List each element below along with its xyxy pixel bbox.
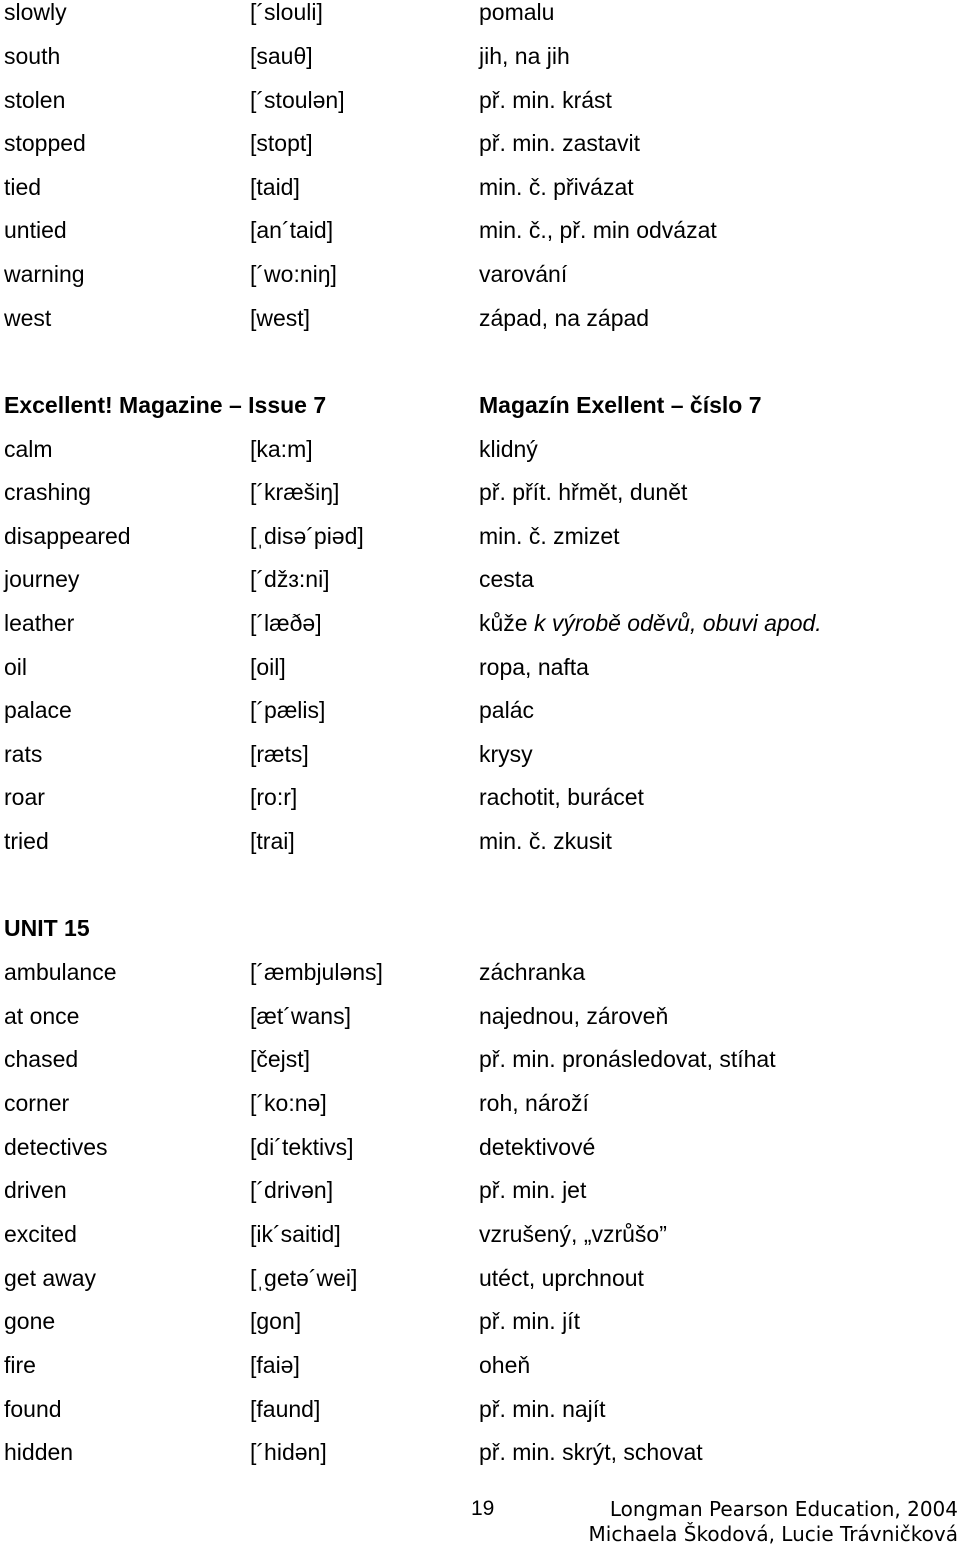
vocab-word: excited xyxy=(4,1221,77,1247)
vocab-row xyxy=(0,1004,960,1044)
vocab-word: stolen xyxy=(4,87,66,113)
vocab-row xyxy=(0,960,960,1000)
vocab-pronunciation: [ˌdisə´piəd] xyxy=(250,523,364,549)
vocab-translation: min. č. přivázat xyxy=(479,174,634,200)
vocab-row xyxy=(0,829,960,869)
vocab-word: detectives xyxy=(4,1134,108,1160)
vocab-word: stopped xyxy=(4,130,86,156)
section-heading xyxy=(0,393,960,433)
vocab-row xyxy=(0,1266,960,1306)
vocab-row xyxy=(0,567,960,607)
vocab-translation: př. min. jet xyxy=(479,1177,587,1203)
vocab-row xyxy=(0,742,960,782)
vocab-pronunciation: [di´tektivs] xyxy=(250,1134,354,1160)
vocab-pronunciation: [taid] xyxy=(250,174,300,200)
vocab-pronunciation: [ro:r] xyxy=(250,784,298,810)
vocab-translation: klidný xyxy=(479,436,538,462)
vocab-row xyxy=(0,44,960,84)
vocab-translation: záchranka xyxy=(479,959,586,985)
vocab-translation: př. min. skrýt, schovat xyxy=(479,1439,703,1465)
vocab-translation: př. min. jít xyxy=(479,1308,580,1334)
vocab-pronunciation: [´læðə] xyxy=(250,610,322,636)
vocab-pronunciation: [ræts] xyxy=(250,741,309,767)
vocab-word: hidden xyxy=(4,1439,74,1465)
vocab-row xyxy=(0,655,960,695)
footer-authors: Michaela Škodová, Lucie Trávničková xyxy=(588,1522,958,1546)
footer-credit xyxy=(589,1497,958,1547)
vocab-pronunciation: [´hidən] xyxy=(250,1439,327,1465)
vocab-translation: najednou, zároveň xyxy=(479,1003,669,1029)
vocab-row xyxy=(0,1222,960,1262)
vocab-row xyxy=(0,1178,960,1218)
vocab-word: gone xyxy=(4,1308,56,1334)
vocab-word: at once xyxy=(4,1003,80,1029)
vocab-pronunciation: [ka:m] xyxy=(250,436,313,462)
vocab-pronunciation: [oil] xyxy=(250,654,286,680)
vocab-pronunciation: [´pælis] xyxy=(250,697,326,723)
vocab-row xyxy=(0,611,960,651)
vocab-row xyxy=(0,1135,960,1175)
vocab-row xyxy=(0,0,960,40)
vocab-translation: ropa, nafta xyxy=(479,654,589,680)
vocab-row xyxy=(0,262,960,302)
vocab-word: disappeared xyxy=(4,523,131,549)
vocab-pronunciation: [faund] xyxy=(250,1396,321,1422)
vocab-word: palace xyxy=(4,697,72,723)
vocab-word: west xyxy=(4,305,52,331)
vocab-word: ambulance xyxy=(4,959,117,985)
vocab-pronunciation: [faiə] xyxy=(250,1352,300,1378)
vocab-row xyxy=(0,1397,960,1437)
vocab-word: tried xyxy=(4,828,49,854)
vocab-translation: min. č., př. min odvázat xyxy=(479,217,717,243)
vocab-pronunciation: [´æmbjuləns] xyxy=(250,959,383,985)
vocab-translation: varování xyxy=(479,261,568,287)
vocab-row xyxy=(0,480,960,520)
vocab-translation: př. min. pronásledovat, stíhat xyxy=(479,1046,776,1072)
vocab-translation-main: kůže xyxy=(479,610,528,636)
vocab-pronunciation: [´drivən] xyxy=(250,1177,334,1203)
vocab-pronunciation: [´džɜ:ni] xyxy=(250,566,330,592)
vocab-translation: př. přít. hřmět, dunět xyxy=(479,479,688,505)
vocab-row xyxy=(0,175,960,215)
vocab-row xyxy=(0,131,960,171)
vocab-translation: vzrušený, „vzrůšo” xyxy=(479,1221,667,1247)
vocab-pronunciation: [čejst] xyxy=(250,1046,311,1072)
vocab-row xyxy=(0,1047,960,1087)
vocab-translation: palác xyxy=(479,697,534,723)
vocab-translation: jih, na jih xyxy=(479,43,570,69)
vocab-translation: roh, nároží xyxy=(479,1090,589,1116)
vocab-row xyxy=(0,437,960,477)
vocab-pronunciation: [sauθ] xyxy=(250,43,313,69)
vocab-pronunciation: [ik´saitid] xyxy=(250,1221,341,1247)
vocab-word: crashing xyxy=(4,479,91,505)
vocab-row xyxy=(0,1353,960,1393)
vocab-word: slowly xyxy=(4,0,67,25)
vocab-row xyxy=(0,218,960,258)
vocab-pronunciation: [´stoulən] xyxy=(250,87,345,113)
vocab-row xyxy=(0,1440,960,1480)
page-number: 19 xyxy=(471,1497,495,1520)
vocab-translation: př. min. krást xyxy=(479,87,612,113)
vocab-pronunciation: [gon] xyxy=(250,1308,302,1334)
vocab-translation-note: k výrobě oděvů, obuvi apod. xyxy=(527,610,822,636)
vocab-translation: rachotit, burácet xyxy=(479,784,644,810)
vocab-word: calm xyxy=(4,436,53,462)
vocab-word: roar xyxy=(4,784,45,810)
vocab-translation: min. č. zkusit xyxy=(479,828,612,854)
vocab-row xyxy=(0,698,960,738)
vocab-word: fire xyxy=(4,1352,36,1378)
vocab-word: warning xyxy=(4,261,85,287)
vocab-word: driven xyxy=(4,1177,67,1203)
vocab-word: leather xyxy=(4,610,75,636)
vocab-row xyxy=(0,1091,960,1131)
vocab-pronunciation: [´ko:nə] xyxy=(250,1090,327,1116)
vocab-word: found xyxy=(4,1396,62,1422)
vocab-row xyxy=(0,88,960,128)
vocab-pronunciation: [ˌgetə´wei] xyxy=(250,1265,358,1291)
vocab-row xyxy=(0,1309,960,1349)
vocab-pronunciation: [´wo:niŋ] xyxy=(250,261,337,287)
vocab-translation: pomalu xyxy=(479,0,555,25)
vocab-row xyxy=(0,785,960,825)
vocab-pronunciation: [trai] xyxy=(250,828,295,854)
vocab-translation: oheň xyxy=(479,1352,531,1378)
vocab-translation: cesta xyxy=(479,566,534,592)
vocab-word: untied xyxy=(4,217,67,243)
vocab-translation: krysy xyxy=(479,741,533,767)
vocab-word: tied xyxy=(4,174,42,200)
vocab-word: journey xyxy=(4,566,80,592)
vocab-word: south xyxy=(4,43,61,69)
vocab-word: oil xyxy=(4,654,28,680)
vocab-translation: př. min. najít xyxy=(479,1396,606,1422)
vocab-pronunciation: [an´taid] xyxy=(250,217,334,243)
vocab-word: rats xyxy=(4,741,43,767)
footer-publisher: Longman Pearson Education, 2004 xyxy=(609,1497,958,1521)
vocab-translation: západ, na západ xyxy=(479,305,650,331)
vocab-pronunciation: [stopt] xyxy=(250,130,313,156)
section-heading xyxy=(0,916,960,956)
vocab-translation: min. č. zmizet xyxy=(479,523,620,549)
section-heading-left: Excellent! Magazine – Issue 7 xyxy=(4,392,327,418)
vocab-pronunciation: [æt´wans] xyxy=(250,1003,351,1029)
vocab-translation xyxy=(479,611,822,635)
vocab-translation: př. min. zastavit xyxy=(479,130,641,156)
vocab-row xyxy=(0,524,960,564)
vocab-word: corner xyxy=(4,1090,70,1116)
vocab-word: get away xyxy=(4,1265,97,1291)
vocab-pronunciation: [´slouli] xyxy=(250,0,323,25)
vocab-translation: detektivové xyxy=(479,1134,596,1160)
vocab-pronunciation: [west] xyxy=(250,305,311,331)
vocab-row xyxy=(0,306,960,346)
vocab-word: chased xyxy=(4,1046,79,1072)
vocab-pronunciation: [´kræšiŋ] xyxy=(250,479,340,505)
unit-heading: UNIT 15 xyxy=(4,915,90,941)
vocab-translation: utéct, uprchnout xyxy=(479,1265,644,1291)
section-heading-right: Magazín Exellent – číslo 7 xyxy=(479,392,762,418)
